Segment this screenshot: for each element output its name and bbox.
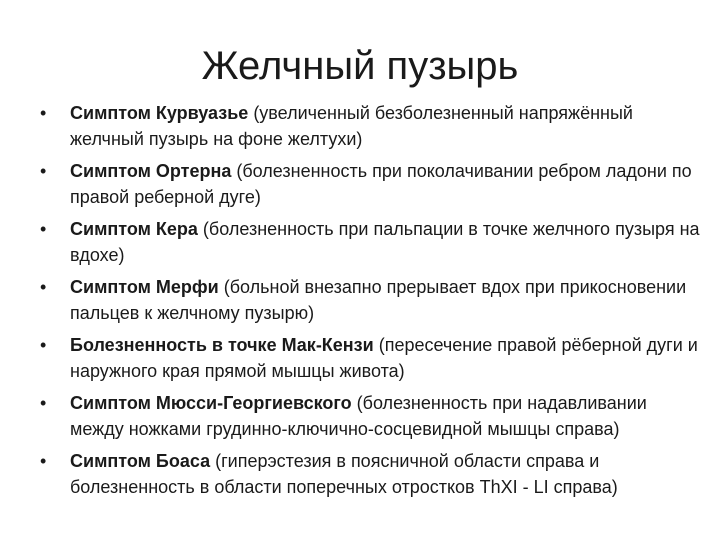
symptom-description: (увеличенный безболезненный напряжённый желчный пузырь на фоне желтухи) (70, 103, 633, 149)
list-item (40, 100, 700, 152)
bullet-icon: • (40, 103, 47, 123)
bullet-icon: • (40, 393, 47, 413)
symptom-name: Симптом Ортерна (70, 161, 232, 181)
symptom-description: (гиперэстезия в поясничной области справа и болезненность в области поперечных отростков ThXI - LI справа) (70, 451, 618, 497)
symptom-name: Симптом Боаса (70, 451, 211, 471)
list-item (40, 274, 700, 326)
bullet-icon: • (40, 219, 47, 239)
symptom-name: Симптом Мерфи (70, 277, 219, 297)
slide-title: Желчный пузырь (201, 44, 519, 88)
symptom-list (40, 100, 700, 506)
bullet-icon: • (40, 161, 47, 181)
symptom-description: (пересечение правой рёберной дуги и наружного края прямой мышцы живота) (70, 335, 698, 381)
bullet-icon: • (40, 277, 47, 297)
symptom-name: Болезненность в точке Мак-Кензи (70, 335, 374, 355)
list-item (40, 332, 700, 384)
list-item (40, 390, 700, 442)
symptom-description: (болезненность при поколачивании ребром ладони по правой реберной дуге) (70, 161, 692, 207)
bullet-icon: • (40, 451, 47, 471)
list-item (40, 216, 700, 268)
list-item (40, 158, 700, 210)
symptom-description: (больной внезапно прерывает вдох при прикосновении пальцев к желчному пузырю) (70, 277, 687, 323)
bullet-icon: • (40, 335, 47, 355)
symptom-name: Симптом Курвуазье (70, 103, 249, 123)
symptom-description: (болезненность при пальпации в точке желчного пузыря на вдохе) (70, 219, 700, 265)
symptom-description: (болезненность при надавливании между ножками грудинно-ключично-сосцевидной мышцы справа) (70, 393, 647, 439)
symptom-name: Симптом Кера (70, 219, 198, 239)
symptom-name: Симптом Мюсси-Георгиевского (70, 393, 352, 413)
list-item (40, 448, 700, 500)
